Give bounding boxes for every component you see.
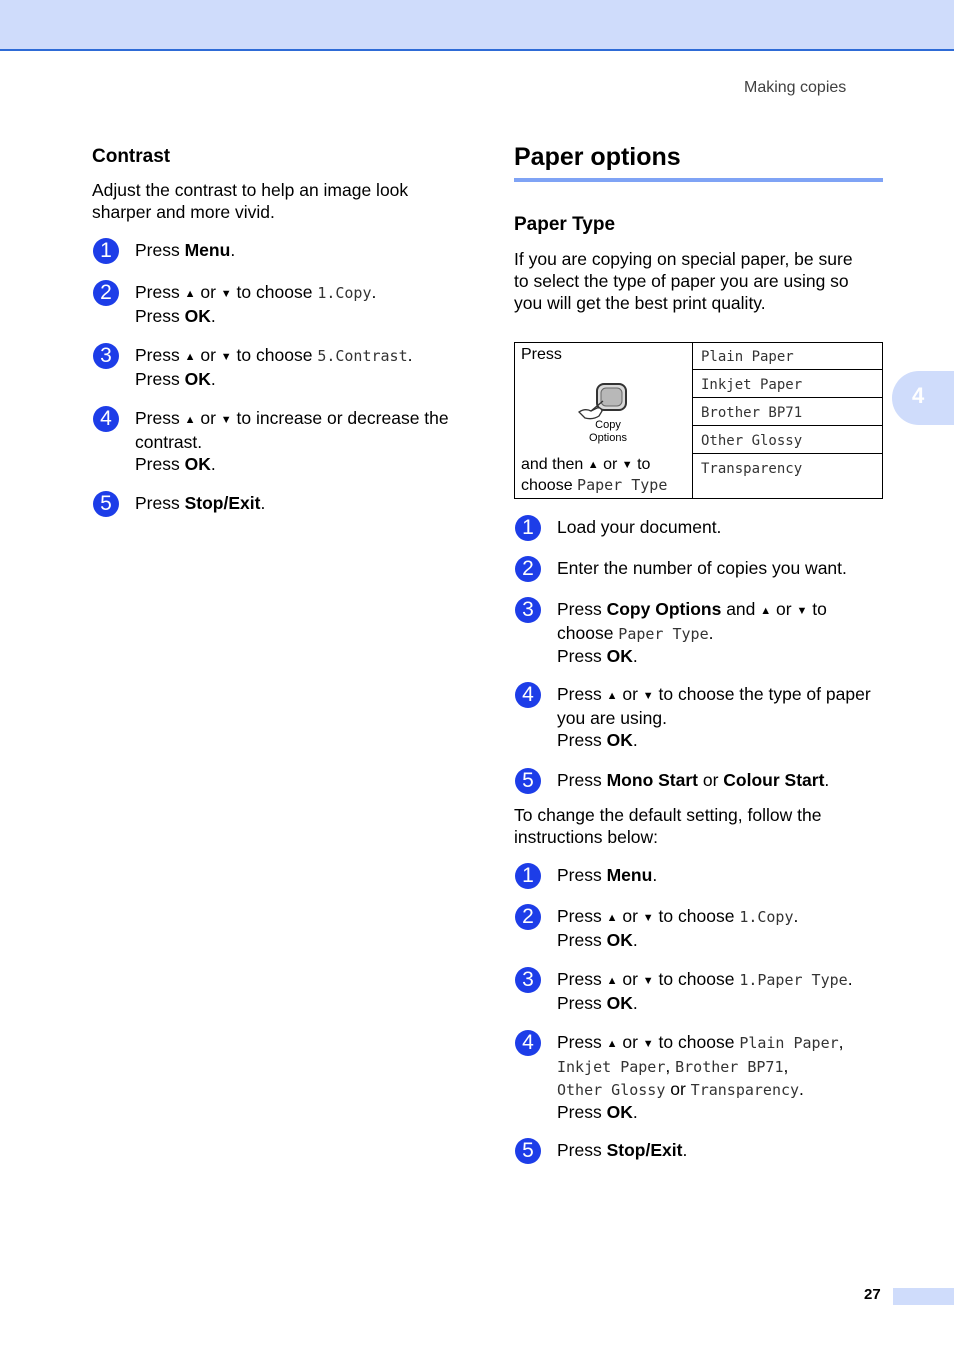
arrow-up-icon: ▲ (184, 351, 196, 363)
button-name: OK (606, 646, 633, 666)
step-number-icon: 5 (93, 491, 119, 517)
step-text (135, 492, 265, 514)
arrow-down-icon: ▼ (642, 912, 654, 924)
header-bar (0, 0, 954, 51)
button-name: OK (184, 306, 211, 326)
step-line: Inkjet Paper, Brother BP71, (557, 1056, 789, 1076)
page-number: 27 (864, 1286, 881, 1303)
step-line: Press OK. (557, 646, 638, 666)
step-text (135, 281, 376, 327)
step-line: Press Stop/Exit. (557, 1140, 688, 1160)
table-instruction-cell (515, 343, 693, 498)
lcd-text: Paper Type (618, 625, 709, 643)
step-number-icon: 4 (93, 406, 119, 432)
step-text (557, 557, 847, 579)
lcd-text: 5.Contrast (317, 347, 408, 365)
step-number-icon: 3 (515, 597, 541, 623)
note-line: To change the default setting, follow the (514, 805, 822, 825)
arrow-down-icon: ▼ (642, 1038, 654, 1050)
table-instruction-text (521, 455, 667, 496)
lcd-text: Transparency (690, 1081, 800, 1099)
step-line: Press OK. (557, 930, 638, 950)
step-number-icon: 5 (515, 1138, 541, 1164)
step-line: Press Menu. (557, 865, 658, 885)
step-text (557, 864, 657, 886)
step-line: Press ▲ or ▼ to choose 1.Copy. (557, 906, 799, 926)
step-line: Load your document. (557, 517, 722, 537)
paper-option (693, 455, 882, 498)
step-number-icon: 2 (515, 556, 541, 582)
step-number-icon: 4 (515, 1030, 541, 1056)
copy-options-button-icon (575, 381, 645, 447)
paper-option-text: Brother BP71 (701, 405, 803, 421)
button-name: Stop/Exit (606, 1140, 683, 1160)
intro-line: sharper and more vivid. (92, 202, 275, 222)
button-name: OK (606, 930, 633, 950)
contrast-heading: Contrast (92, 146, 171, 167)
arrow-up-icon: ▲ (606, 975, 618, 987)
intro-line: If you are copying on special paper, be sure (514, 249, 853, 269)
paper-option-text: Plain Paper (701, 349, 794, 365)
step-line: Press Copy Options and ▲ or ▼ to (557, 599, 827, 619)
button-name: Mono Start (606, 770, 698, 790)
button-name: Copy Options (606, 599, 722, 619)
arrow-down-icon: ▼ (642, 690, 654, 702)
table-press-label: Press (521, 346, 562, 363)
step-number-icon: 5 (515, 768, 541, 794)
arrow-down-icon: ▼ (220, 414, 232, 426)
lcd-text: 1.Copy (317, 284, 372, 302)
arrow-down-icon: ▼ (621, 459, 633, 471)
table-line: choose Paper Type (521, 476, 668, 494)
paper-option-text: Transparency (701, 461, 803, 477)
lcd-text: Plain Paper (739, 1034, 839, 1052)
change-default-note (514, 804, 821, 848)
step-text (557, 769, 829, 791)
button-name: OK (606, 1102, 633, 1122)
arrow-up-icon: ▲ (760, 605, 772, 617)
step-line: Press OK. (135, 369, 216, 389)
paper-option-text: Inkjet Paper (701, 377, 803, 393)
intro-line: you will get the best print quality. (514, 293, 766, 313)
paper-option (693, 343, 882, 370)
lcd-text: 1.Paper Type (739, 971, 848, 989)
step-line: Other Glossy or Transparency. (557, 1079, 804, 1099)
button-name: Colour Start (723, 770, 825, 790)
intro-line: to select the type of paper you are using so (514, 271, 849, 291)
step-line: Press ▲ or ▼ to choose 1.Copy. (135, 282, 377, 302)
button-name: Menu (184, 240, 231, 260)
note-line: instructions below: (514, 827, 658, 847)
contrast-intro (92, 179, 408, 223)
step-number-icon: 3 (515, 967, 541, 993)
step-line: Press ▲ or ▼ to choose the type of paper (557, 684, 871, 704)
paper-option-text: Other Glossy (701, 433, 803, 449)
lcd-text: 1.Copy (739, 908, 794, 926)
step-line: Press OK. (557, 1102, 638, 1122)
step-line: Press OK. (135, 306, 216, 326)
step-number-icon: 2 (515, 904, 541, 930)
step-line: Press Mono Start or Colour Start. (557, 770, 830, 790)
paper-type-table (514, 342, 883, 499)
step-text (135, 239, 235, 261)
step-line: choose Paper Type. (557, 623, 714, 643)
button-name: OK (184, 369, 211, 389)
arrow-up-icon: ▲ (587, 459, 599, 471)
arrow-down-icon: ▼ (642, 975, 654, 987)
button-name: OK (184, 454, 211, 474)
icon-label-line: Options (589, 432, 627, 444)
arrow-up-icon: ▲ (184, 414, 196, 426)
paper-option (693, 371, 882, 398)
step-line: Press ▲ or ▼ to choose 1.Paper Type. (557, 969, 853, 989)
button-name: OK (606, 993, 633, 1013)
step-text (135, 407, 449, 475)
step-text (557, 598, 827, 667)
step-number-icon: 1 (515, 863, 541, 889)
step-line: Press OK. (557, 730, 638, 750)
arrow-up-icon: ▲ (606, 912, 618, 924)
step-line: Press OK. (135, 454, 216, 474)
chapter-number: 4 (912, 383, 925, 408)
table-line: and then ▲ or ▼ to (521, 456, 651, 473)
button-name: Menu (606, 865, 653, 885)
step-number-icon: 1 (515, 515, 541, 541)
step-number-icon: 1 (93, 238, 119, 264)
arrow-down-icon: ▼ (796, 605, 808, 617)
step-line: Press OK. (557, 993, 638, 1013)
title-rule (514, 178, 883, 182)
arrow-down-icon: ▼ (220, 351, 232, 363)
lcd-text: Other Glossy (557, 1081, 666, 1099)
arrow-up-icon: ▲ (606, 1038, 618, 1050)
step-line: Press ▲ or ▼ to increase or decrease the (135, 408, 449, 428)
footer-bar (893, 1288, 954, 1305)
arrow-up-icon: ▲ (184, 288, 196, 300)
step-number-icon: 3 (93, 343, 119, 369)
lcd-text: Brother BP71 (675, 1058, 784, 1076)
paper-option (693, 427, 882, 454)
step-line: Enter the number of copies you want. (557, 558, 847, 578)
step-text (557, 905, 798, 951)
step-line: you are using. (557, 708, 667, 728)
step-text (557, 1139, 687, 1161)
step-text (135, 344, 413, 390)
step-line: contrast. (135, 432, 203, 452)
step-line: Press ▲ or ▼ to choose 5.Contrast. (135, 345, 413, 365)
lcd-text: Paper Type (577, 476, 668, 494)
step-text (557, 1031, 844, 1123)
button-name: OK (606, 730, 633, 750)
arrow-down-icon: ▼ (220, 288, 232, 300)
paper-type-heading: Paper Type (514, 214, 616, 235)
button-name: Stop/Exit (184, 493, 261, 513)
step-text (557, 968, 853, 1014)
arrow-up-icon: ▲ (606, 690, 618, 702)
intro-line: Adjust the contrast to help an image look (92, 180, 409, 200)
step-number-icon: 4 (515, 682, 541, 708)
paper-option (693, 399, 882, 426)
step-line: Press Menu. (135, 240, 236, 260)
page-title: Paper options (514, 143, 681, 171)
icon-label-line: Copy (595, 419, 621, 431)
running-header: Making copies (744, 79, 847, 96)
step-text (557, 683, 871, 751)
lcd-text: Inkjet Paper (557, 1058, 666, 1076)
step-line: Press Stop/Exit. (135, 493, 266, 513)
paper-type-intro (514, 248, 853, 314)
step-number-icon: 2 (93, 280, 119, 306)
step-text (557, 516, 721, 538)
step-line: Press ▲ or ▼ to choose Plain Paper, (557, 1032, 844, 1052)
chapter-tab (892, 371, 954, 425)
